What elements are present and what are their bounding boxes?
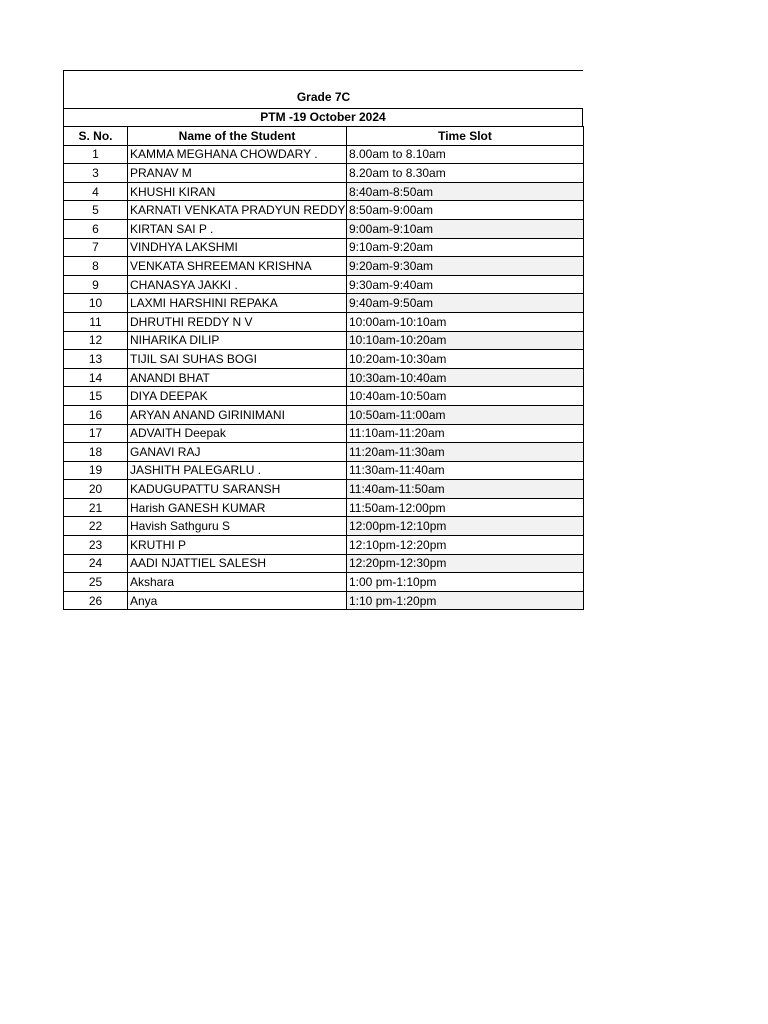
time-slot-cell: 8:40am-8:50am	[347, 182, 584, 201]
student-name-cell: DHRUTHI REDDY N V	[128, 312, 347, 331]
time-slot-cell: 10:20am-10:30am	[347, 350, 584, 369]
student-name-cell: KARNATI VENKATA PRADYUN REDDY	[128, 201, 347, 220]
column-header-time: Time Slot	[347, 127, 584, 146]
time-slot-cell: 10:00am-10:10am	[347, 312, 584, 331]
sno-cell: 6	[64, 219, 128, 238]
sno-cell: 23	[64, 536, 128, 555]
table-header-row	[64, 127, 584, 146]
table-row	[64, 164, 584, 183]
table-row	[64, 182, 584, 201]
table-row	[64, 443, 584, 462]
sno-cell: 1	[64, 145, 128, 164]
time-slot-cell: 8:50am-9:00am	[347, 201, 584, 220]
sno-cell: 13	[64, 350, 128, 369]
sno-cell: 17	[64, 424, 128, 443]
time-slot-cell: 1:10 pm-1:20pm	[347, 591, 584, 610]
table-row	[64, 257, 584, 276]
table-row	[64, 387, 584, 406]
student-name-cell: Anya	[128, 591, 347, 610]
student-name-cell: DIYA DEEPAK	[128, 387, 347, 406]
time-slot-cell: 11:40am-11:50am	[347, 480, 584, 499]
table-row	[64, 312, 584, 331]
table-row	[64, 275, 584, 294]
table-row	[64, 554, 584, 573]
time-slot-cell: 10:30am-10:40am	[347, 368, 584, 387]
sno-cell: 26	[64, 591, 128, 610]
sno-cell: 9	[64, 275, 128, 294]
student-name-cell: Harish GANESH KUMAR	[128, 498, 347, 517]
grade-title: Grade 7C	[296, 90, 351, 104]
student-name-cell: Havish Sathguru S	[128, 517, 347, 536]
ptm-date-title: PTM -19 October 2024	[63, 108, 583, 126]
column-header-sno: S. No.	[64, 127, 128, 146]
column-header-name: Name of the Student	[128, 127, 347, 146]
student-name-cell: ARYAN ANAND GIRINIMANI	[128, 405, 347, 424]
table-row	[64, 201, 584, 220]
student-name-cell: ADVAITH Deepak	[128, 424, 347, 443]
student-name-cell: AADI NJATTIEL SALESH	[128, 554, 347, 573]
table-row	[64, 368, 584, 387]
sno-cell: 20	[64, 480, 128, 499]
sno-cell: 16	[64, 405, 128, 424]
table-row	[64, 350, 584, 369]
student-name-cell: Akshara	[128, 573, 347, 592]
student-name-cell: KHUSHI KIRAN	[128, 182, 347, 201]
student-name-cell: PRANAV M	[128, 164, 347, 183]
time-slot-cell: 10:10am-10:20am	[347, 331, 584, 350]
time-slot-cell: 9:00am-9:10am	[347, 219, 584, 238]
time-slot-cell: 12:20pm-12:30pm	[347, 554, 584, 573]
sno-cell: 11	[64, 312, 128, 331]
student-name-cell: VENKATA SHREEMAN KRISHNA	[128, 257, 347, 276]
time-slot-cell: 10:40am-10:50am	[347, 387, 584, 406]
table-row	[64, 405, 584, 424]
sno-cell: 19	[64, 461, 128, 480]
student-name-cell: NIHARIKA DILIP	[128, 331, 347, 350]
time-slot-cell: 9:40am-9:50am	[347, 294, 584, 313]
time-slot-cell: 8.00am to 8.10am	[347, 145, 584, 164]
student-name-cell: JASHITH PALEGARLU .	[128, 461, 347, 480]
sno-cell: 25	[64, 573, 128, 592]
table-row	[64, 591, 584, 610]
time-slot-cell: 11:10am-11:20am	[347, 424, 584, 443]
sno-cell: 4	[64, 182, 128, 201]
sno-cell: 15	[64, 387, 128, 406]
time-slot-cell: 9:10am-9:20am	[347, 238, 584, 257]
sno-cell: 3	[64, 164, 128, 183]
table-row	[64, 480, 584, 499]
sno-cell: 24	[64, 554, 128, 573]
student-name-cell: TIJIL SAI SUHAS BOGI	[128, 350, 347, 369]
student-name-cell: KRUTHI P	[128, 536, 347, 555]
table-row	[64, 331, 584, 350]
time-slot-cell: 11:50am-12:00pm	[347, 498, 584, 517]
title-block	[63, 70, 583, 108]
time-slot-cell: 1:00 pm-1:10pm	[347, 573, 584, 592]
sno-cell: 12	[64, 331, 128, 350]
time-slot-cell: 8.20am to 8.30am	[347, 164, 584, 183]
time-slot-cell: 10:50am-11:00am	[347, 405, 584, 424]
table-row	[64, 145, 584, 164]
time-slot-cell: 11:20am-11:30am	[347, 443, 584, 462]
table-row	[64, 573, 584, 592]
student-name-cell: KADUGUPATTU SARANSH	[128, 480, 347, 499]
table-row	[64, 219, 584, 238]
table-row	[64, 461, 584, 480]
time-slot-cell: 11:30am-11:40am	[347, 461, 584, 480]
table-row	[64, 517, 584, 536]
schedule-table	[63, 126, 584, 610]
time-slot-cell: 9:30am-9:40am	[347, 275, 584, 294]
student-name-cell: KIRTAN SAI P .	[128, 219, 347, 238]
student-name-cell: LAXMI HARSHINI REPAKA	[128, 294, 347, 313]
student-name-cell: CHANASYA JAKKI .	[128, 275, 347, 294]
schedule-sheet	[63, 70, 583, 610]
student-name-cell: ANANDI BHAT	[128, 368, 347, 387]
table-row	[64, 498, 584, 517]
table-row	[64, 294, 584, 313]
sno-cell: 8	[64, 257, 128, 276]
time-slot-cell: 9:20am-9:30am	[347, 257, 584, 276]
table-row	[64, 424, 584, 443]
sno-cell: 10	[64, 294, 128, 313]
sno-cell: 18	[64, 443, 128, 462]
student-name-cell: GANAVI RAJ	[128, 443, 347, 462]
sno-cell: 7	[64, 238, 128, 257]
table-row	[64, 238, 584, 257]
sno-cell: 14	[64, 368, 128, 387]
table-row	[64, 536, 584, 555]
student-name-cell: KAMMA MEGHANA CHOWDARY .	[128, 145, 347, 164]
student-name-cell: VINDHYA LAKSHMI	[128, 238, 347, 257]
sno-cell: 22	[64, 517, 128, 536]
time-slot-cell: 12:10pm-12:20pm	[347, 536, 584, 555]
sno-cell: 5	[64, 201, 128, 220]
time-slot-cell: 12:00pm-12:10pm	[347, 517, 584, 536]
sno-cell: 21	[64, 498, 128, 517]
